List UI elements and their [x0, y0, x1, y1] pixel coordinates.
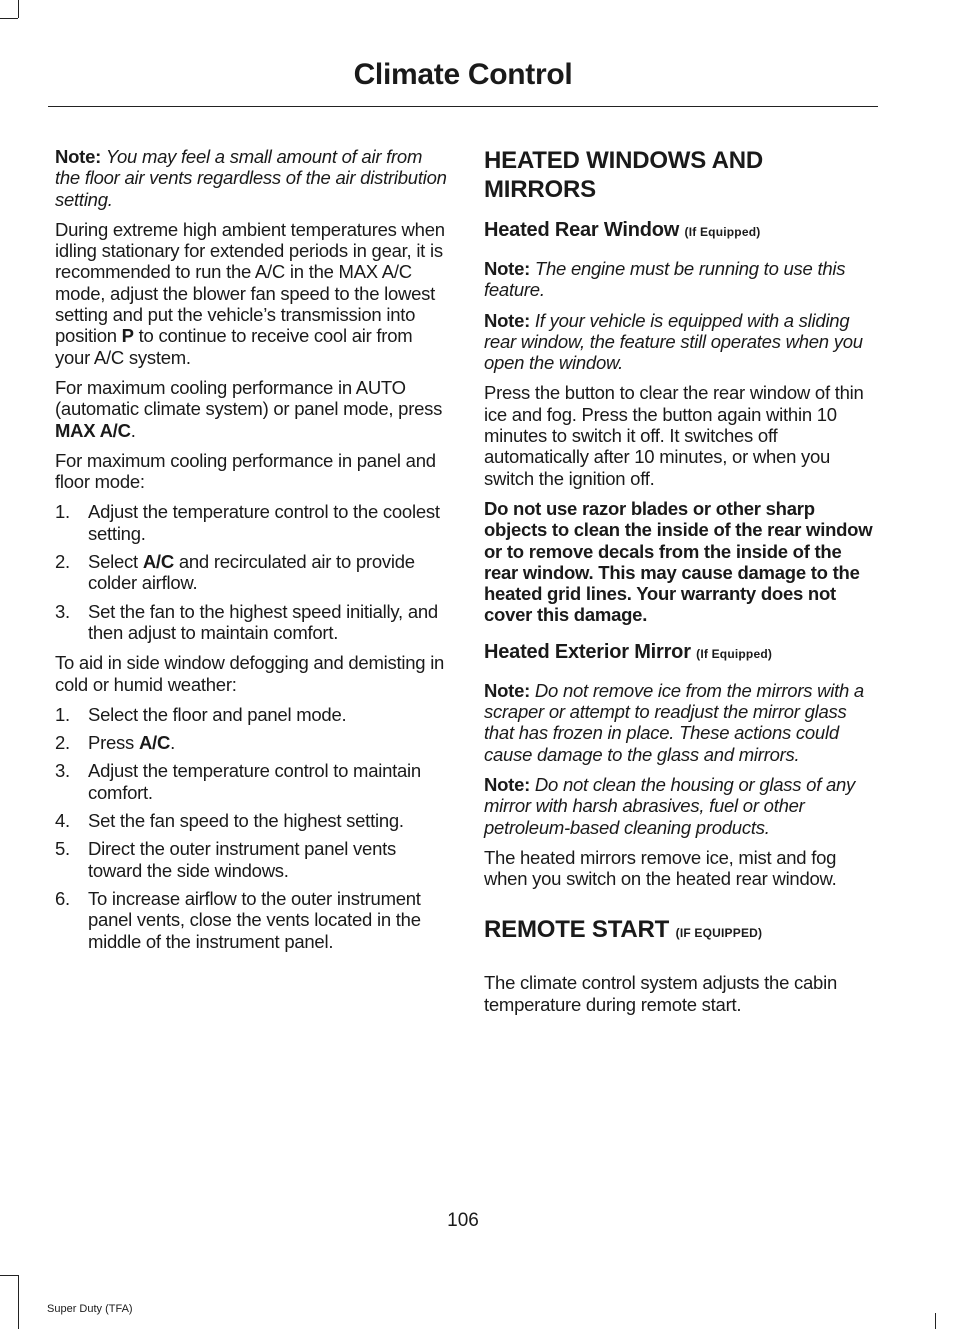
left-column [55, 146, 447, 961]
paragraph: To aid in side window defogging and demisting in cold or humid weather: [55, 652, 445, 695]
crop-mark [935, 1313, 936, 1329]
note [484, 680, 876, 765]
list-text: . [170, 732, 175, 754]
button-name: MAX A/C [55, 419, 131, 441]
list-item [55, 704, 447, 725]
warning-text: Do not use razor blades or other sharp objects to clean the inside of the rear window or to remove decals from the inside of the rear window. This may cause damage to the heated grid lines. Your warranty does not cover this damage. [484, 497, 873, 626]
list-item [55, 760, 447, 803]
button-name: A/C [138, 732, 171, 754]
note-label: Note: [484, 309, 531, 331]
subheading-text: Heated Exterior Mirror [484, 640, 691, 663]
paragraph: Press the button to clear the rear window of thin ice and fog. Press the button again within 10 minutes to switch it off. It switches off automatically after 10 minutes, or when you switch the ignition off. [484, 382, 864, 489]
defog-steps-list [55, 704, 447, 952]
note [55, 146, 447, 210]
note [484, 774, 876, 838]
document-name: Super Duty (TFA) [47, 1303, 133, 1315]
paragraph [55, 377, 447, 441]
paragraph [55, 219, 447, 368]
list-text: Set the fan speed to the highest setting. [88, 810, 404, 832]
list-item [55, 551, 447, 594]
paragraph-text: . [130, 419, 136, 441]
crop-mark [18, 1275, 19, 1329]
section-heading-text: REMOTE START [484, 916, 670, 944]
crop-mark [0, 18, 18, 19]
note-label: Note: [484, 258, 531, 279]
note-text: Do not remove ice from the mirrors with a scraper or attempt to readjust the mirror glass that has frozen in place. These actions could cause damage to the glass and mirrors. [484, 679, 864, 765]
list-text: Select the floor and panel mode. [88, 703, 347, 725]
note-label: Note: [484, 773, 531, 795]
button-name: A/C [142, 551, 174, 573]
section-heading-remote-start [484, 915, 876, 948]
note-label: Note: [55, 146, 102, 167]
list-number: 1. [55, 703, 70, 725]
paragraph: For maximum cooling performance in panel and floor mode: [55, 449, 436, 493]
list-number: 3. [55, 760, 70, 782]
right-column [484, 146, 876, 1024]
note-label: Note: [484, 679, 531, 701]
list-number: 3. [55, 600, 70, 622]
cooling-steps-list [55, 501, 447, 643]
list-number: 2. [55, 732, 70, 754]
equipped-tag: (IF EQUIPPED) [675, 926, 763, 941]
note-text: If your vehicle is equipped with a sliding rear window, the feature still operates when you open the window. [484, 309, 863, 374]
list-text: Adjust the temperature control to the coolest setting. [88, 501, 440, 544]
paragraph: The climate control system adjusts the cabin temperature during remote start. [484, 972, 837, 1015]
list-number: 6. [55, 887, 70, 909]
note-text: Do not clean the housing or glass of any mirror with harsh abrasives, fuel or other petroleum-based cleaning products. [484, 773, 856, 838]
list-item [55, 732, 447, 753]
list-text: and recirculated air to provide colder airflow. [88, 551, 415, 594]
gear-position: P [121, 325, 134, 347]
list-text: Select [88, 551, 143, 573]
list-text: Set the fan to the highest speed initially, and then adjust to maintain comfort. [88, 600, 438, 643]
title-divider [48, 106, 878, 107]
equipped-tag: (If Equipped) [696, 646, 773, 661]
list-text: Direct the outer instrument panel vents toward the side windows. [88, 838, 396, 881]
note-text: You may feel a small amount of air from the floor air vents regardless of the air distribution setting. [55, 146, 447, 210]
subheading-rear-window [484, 218, 876, 244]
list-number: 2. [55, 551, 70, 573]
list-text: To increase airflow to the outer instrument panel vents, close the vents located in the middle of the instrument panel. [88, 887, 421, 952]
paragraph-text: During extreme high ambient temperatures when idling stationary for extended periods in gear, it is recommended to run the A/C in the MAX A/C mode, adjust the blower fan speed to the lowest setting and put the vehicle’s transmission into position [55, 218, 445, 347]
equipped-tag: (If Equipped) [684, 225, 761, 239]
list-text: Press [88, 732, 139, 754]
list-item [55, 501, 447, 544]
subheading-text: Heated Rear Window [484, 219, 680, 241]
list-item [55, 601, 447, 644]
paragraph-text: to continue to receive cool air from your A/C system. [55, 325, 413, 368]
note-text: The engine must be running to use this feature. [484, 258, 846, 301]
crop-mark [18, 0, 19, 18]
paragraph: The heated mirrors remove ice, mist and fog when you switch on the heated rear window. [484, 846, 837, 890]
list-text: Adjust the temperature control to maintain comfort. [88, 760, 421, 803]
page-title: Climate Control [353, 58, 573, 91]
crop-mark [0, 1275, 18, 1276]
list-number: 1. [55, 501, 70, 523]
list-item [55, 838, 447, 881]
paragraph-text: For maximum cooling performance in AUTO (automatic climate system) or panel mode, press [55, 376, 443, 420]
note [484, 258, 876, 301]
page-number: 106 [447, 1210, 479, 1231]
subheading-mirror [484, 640, 876, 666]
list-number: 5. [55, 838, 70, 860]
section-heading-heated: HEATED WINDOWS AND MIRRORS [484, 147, 764, 203]
list-item [55, 888, 447, 952]
list-number: 4. [55, 810, 70, 832]
note [484, 310, 876, 374]
list-item [55, 810, 447, 831]
